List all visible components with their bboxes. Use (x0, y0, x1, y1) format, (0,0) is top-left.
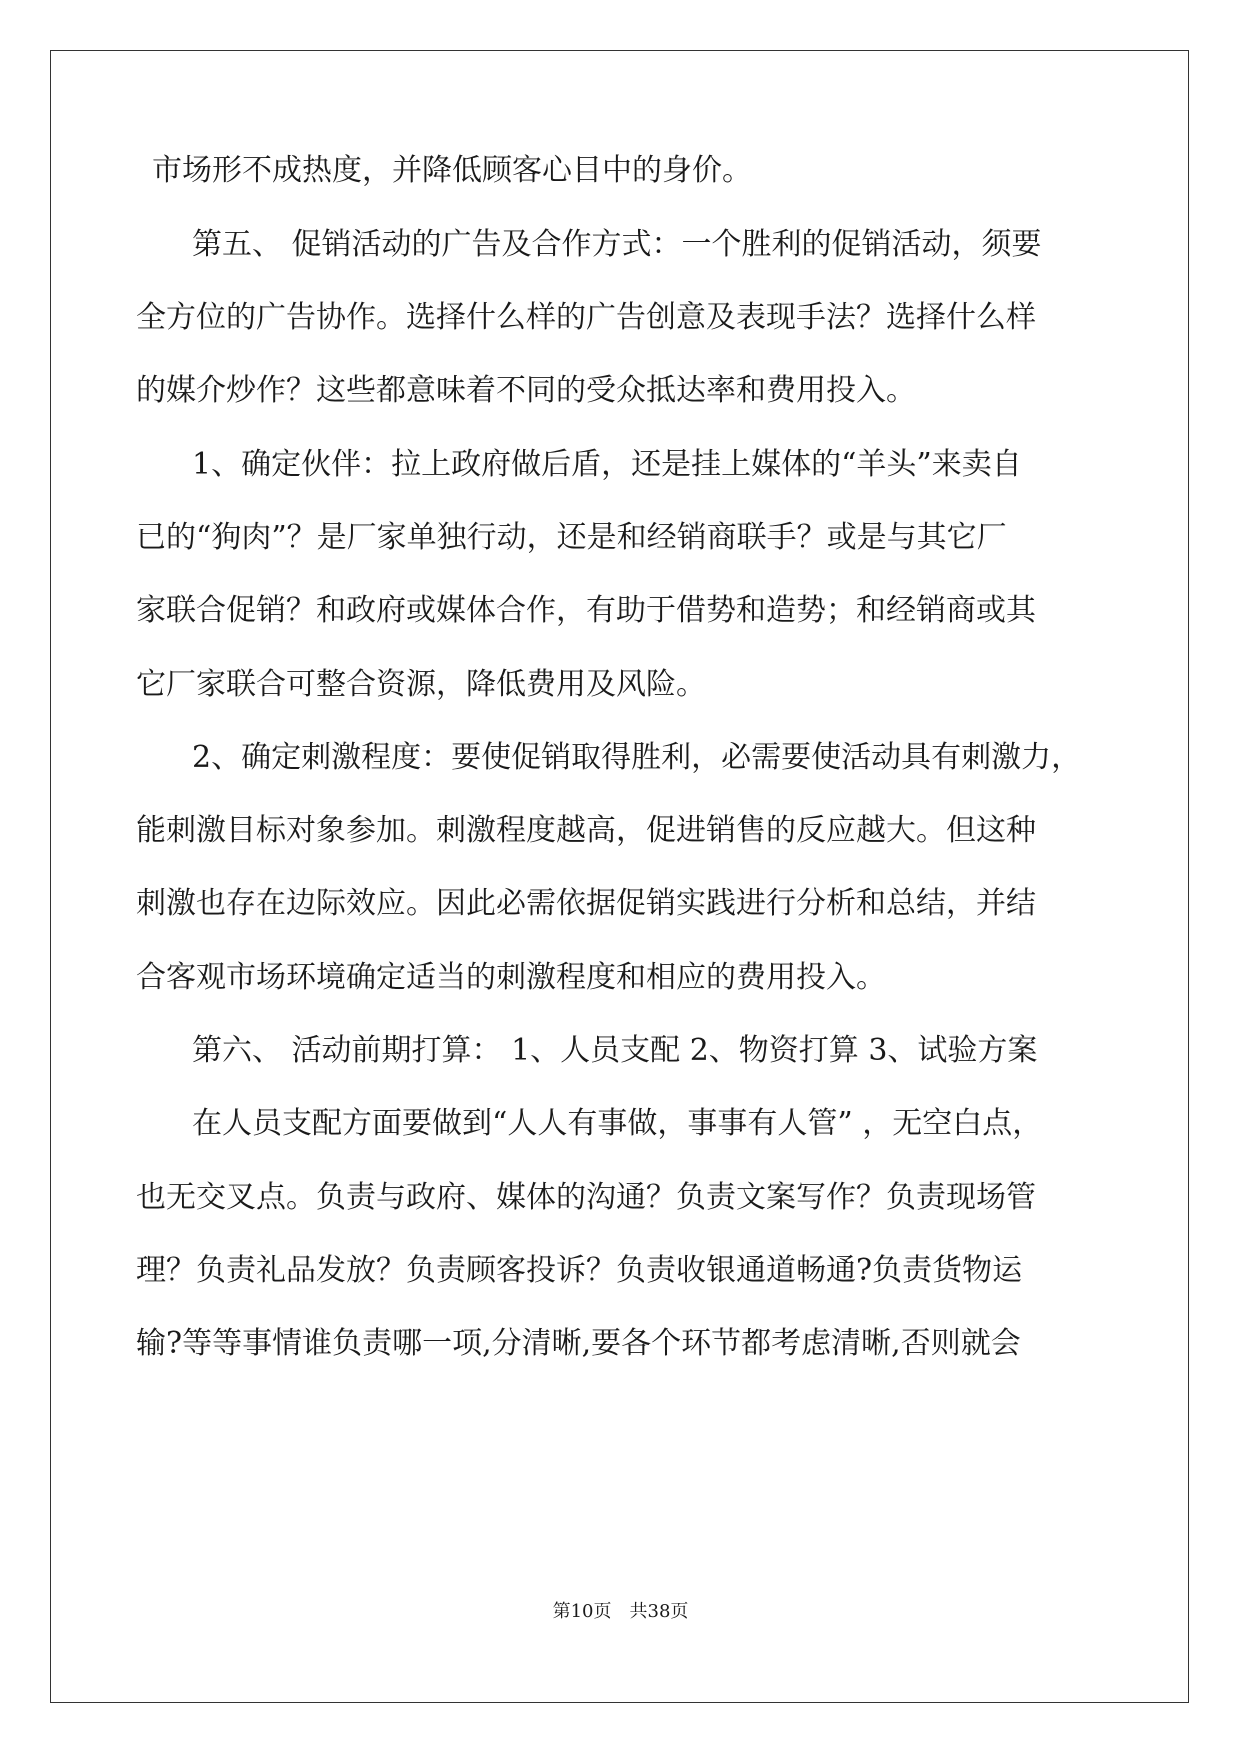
text-line: 合客观市场环境确定适当的刺激程度和相应的费用投入。 (136, 960, 886, 995)
page-number: 第10页 (552, 1601, 612, 1622)
page-total: 共38页 (629, 1601, 689, 1622)
text-line: 已的“狗肉”？是厂家单独行动，还是和经销商联手？或是与其它厂 (136, 520, 1007, 555)
text-line: 2、确定刺激程度：要使促销取得胜利，必需要使活动具有刺激力， (192, 740, 1082, 775)
page-footer (0, 1600, 1241, 1624)
text-line: 也无交叉点。负责与政府、媒体的沟通？负责文案写作？负责现场管 (136, 1180, 1036, 1215)
text-line: 理？负责礼品发放？负责顾客投诉？负责收银通道畅通?负责货物运 (136, 1253, 1023, 1288)
text-line: 的媒介炒作？这些都意味着不同的受众抵达率和费用投入。 (136, 373, 916, 408)
text-line: 第六、 活动前期打算： 1、人员支配 2、物资打算 3、试验方案 (192, 1033, 1038, 1068)
text-line: 输?等等事情谁负责哪一项,分清晰,要各个环节都考虑清晰,否则就会 (136, 1326, 1021, 1361)
text-line: 1、确定伙伴：拉上政府做后盾，还是挂上媒体的“羊头”来卖自 (192, 447, 1022, 482)
text-line: 它厂家联合可整合资源，降低费用及风险。 (136, 667, 706, 702)
text-line: 在人员支配方面要做到“人人有事做，事事有人管” ，无空白点， (192, 1106, 1043, 1141)
text-line: 刺激也存在边际效应。因此必需依据促销实践进行分析和总结，并结 (136, 886, 1036, 921)
text-line: 市场形不成热度，并降低顾客心目中的身价。 (152, 153, 752, 188)
text-line: 全方位的广告协作。选择什么样的广告创意及表现手法？选择什么样 (136, 300, 1036, 335)
text-line: 家联合促销？和政府或媒体合作，有助于借势和造势；和经销商或其 (136, 593, 1036, 628)
text-line: 能刺激目标对象参加。刺激程度越高，促进销售的反应越大。但这种 (136, 813, 1036, 848)
text-line: 第五、 促销活动的广告及合作方式：一个胜利的促销活动，须要 (192, 227, 1042, 262)
